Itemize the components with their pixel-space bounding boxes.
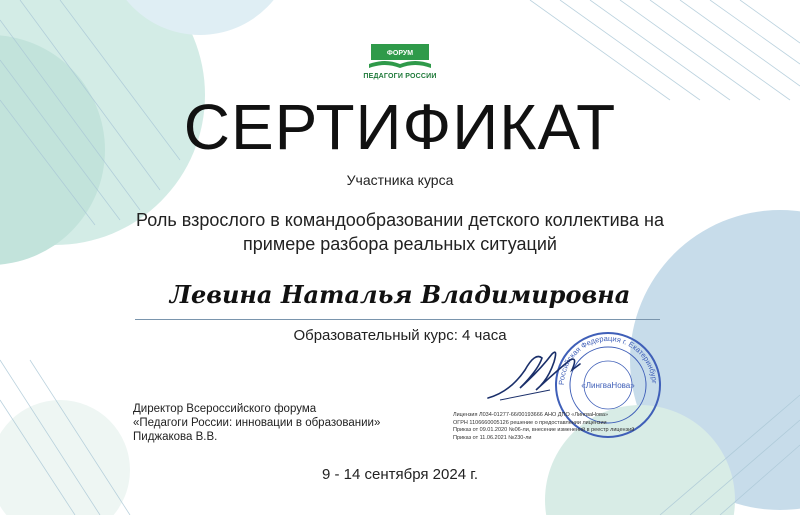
director-title: Директор Всероссийского форума [133, 403, 317, 415]
divider-line [135, 319, 660, 320]
book-icon [365, 42, 435, 72]
certificate-title: СЕРТИФИКАТ [183, 91, 617, 163]
forum-logo [358, 42, 442, 90]
course-title: Роль взрослого в командообразовании детского коллектива на примере разбора реальных ситуаций [136, 210, 664, 254]
director-name: Пиджакова В.В. [133, 431, 218, 443]
license-line: ОГРН 1106660005126 решение о предоставлении лицензии [453, 419, 607, 426]
course-hours: Образовательный курс: 4 часа [293, 327, 507, 344]
certificate-subtitle: Участника курса [346, 172, 454, 188]
license-info [453, 412, 683, 442]
license-line: Приказ от 11.06.2021 №230-ли [453, 434, 532, 441]
forum-name: «Педагоги России: инновации в образовании» [133, 417, 381, 429]
license-line: Лицензия Л034-01277-66/00193666 АНО ДПО «ЛингваНова» [453, 412, 608, 418]
svg-text:ФОРУМ: ФОРУМ [386, 50, 414, 57]
logo-text: ПЕДАГОГИ РОССИИ [363, 73, 437, 80]
svg-text:Российская Федерация г. Екатер: Российская Федерация г. Екатеринбург [556, 333, 659, 386]
recipient-name: Левина Наталья Владимировна [169, 280, 631, 309]
course-dates: 9 - 14 сентября 2024 г. [321, 466, 479, 483]
license-line: Приказ от 09.01.2020 №06-ли, внесение изменений в реестр лицензий [453, 427, 635, 434]
signature [480, 340, 590, 410]
director-block [133, 402, 380, 444]
svg-text:«ЛингваНова»: «ЛингваНова» [581, 381, 635, 390]
